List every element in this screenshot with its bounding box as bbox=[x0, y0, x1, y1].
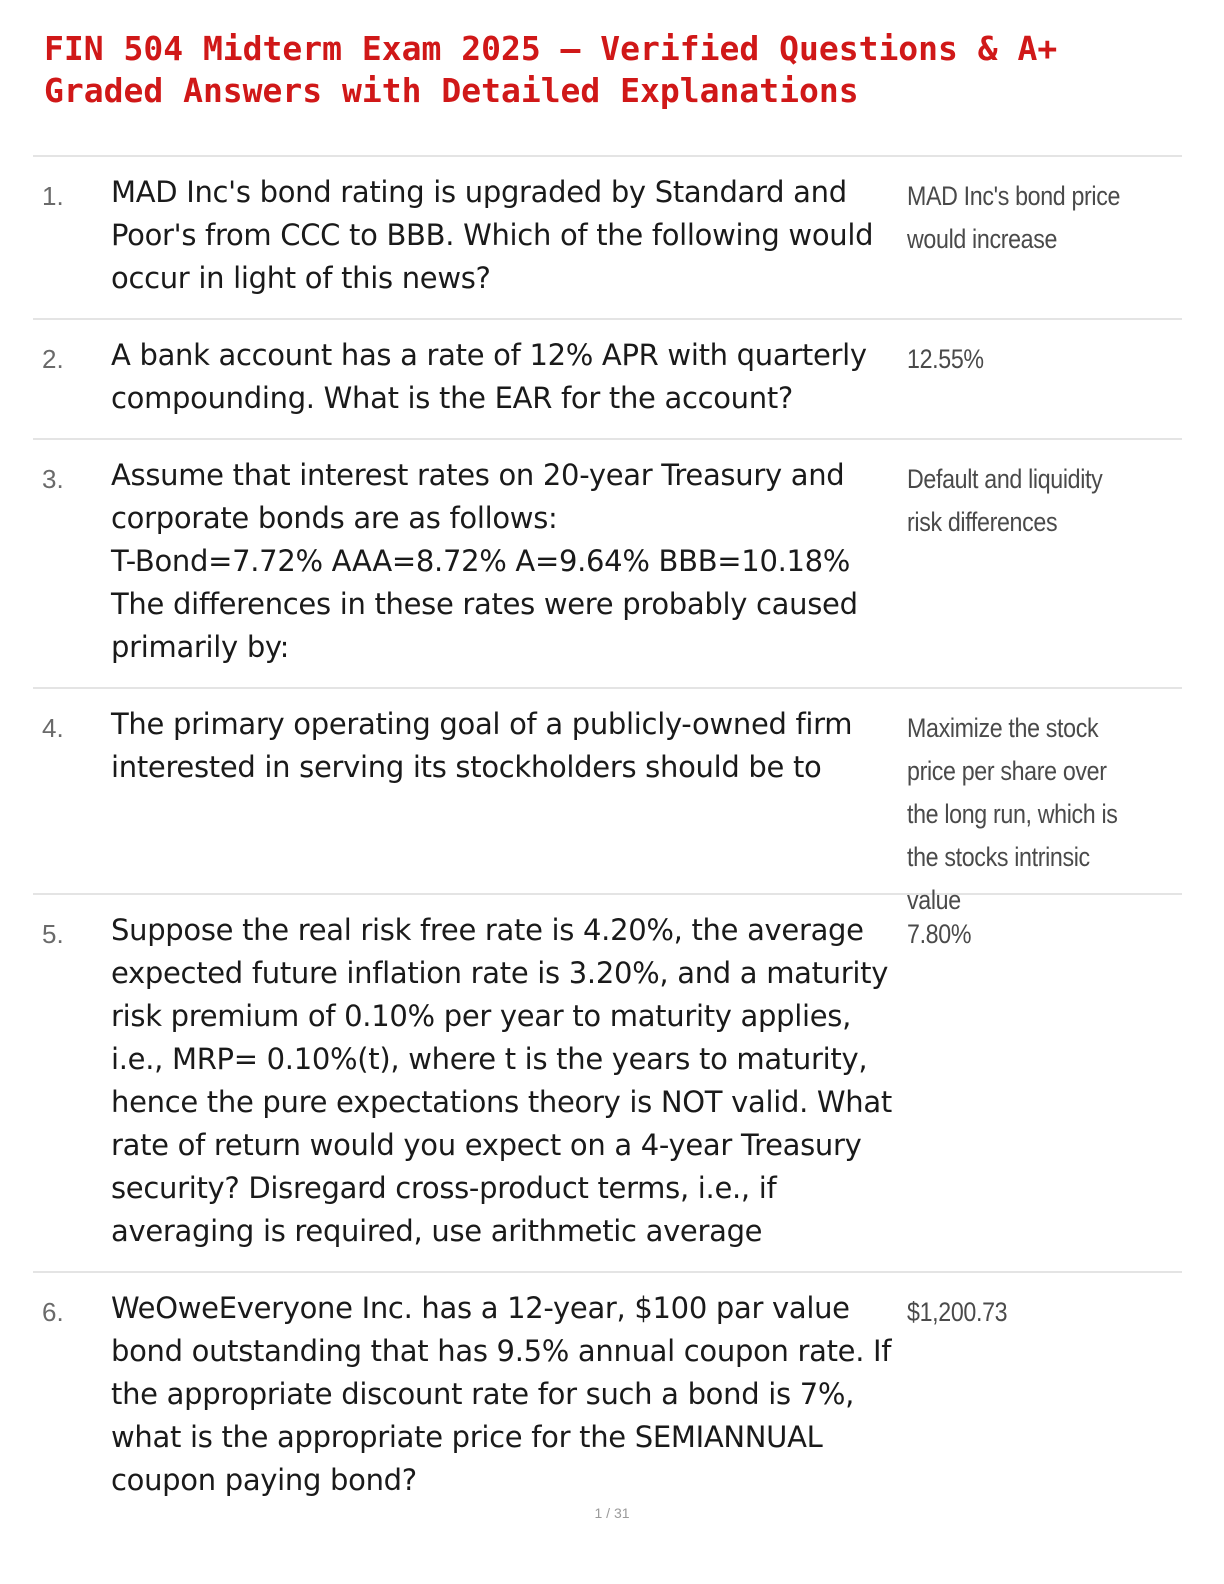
answer-text: 12.55% bbox=[907, 344, 984, 374]
question-number: 6. bbox=[42, 1297, 64, 1327]
question-text: WeOweEveryone Inc. has a 12-year, $100 par value bond outstanding that has 9.5% annual coupon rate. If the appropriate discount rate for such a bond is 7%, what is the appropriate price for the SEMIANNUAL coupon paying bond? bbox=[111, 1291, 892, 1497]
question-number: 2. bbox=[42, 344, 64, 374]
question-text: Assume that interest rates on 20-year Treasury and corporate bonds are as follows: T-Bond=7.72% AAA=8.72% A=9.64% BBB=10.18% The differences in these rates were probably caused primarily by: bbox=[111, 458, 858, 664]
question-row-6 bbox=[33, 1273, 1182, 1520]
question-number: 5. bbox=[42, 919, 64, 949]
answer-text: MAD Inc's bond price would increase bbox=[907, 181, 1121, 254]
question-text: MAD Inc's bond rating is upgraded by Standard and Poor's from CCC to BBB. Which of the following would occur in light of this news? bbox=[111, 175, 874, 295]
document-title: FIN 504 Midterm Exam 2025 – Verified Questions & A+ Graded Answers with Detailed Explanations bbox=[44, 29, 1058, 110]
question-row-5 bbox=[33, 895, 1182, 1273]
question-row-4 bbox=[33, 689, 1182, 915]
question-list bbox=[33, 155, 1182, 1520]
answer-text: $1,200.73 bbox=[907, 1297, 1008, 1327]
answer-text: 7.80% bbox=[907, 919, 972, 949]
question-row-2 bbox=[33, 320, 1182, 440]
answer-text: Default and liquidity risk differences bbox=[907, 464, 1103, 537]
question-number: 4. bbox=[42, 713, 64, 743]
question-text: A bank account has a rate of 12% APR with quarterly compounding. What is the EAR for the account? bbox=[111, 338, 867, 415]
page-number: 1 / 31 bbox=[594, 1505, 630, 1521]
question-number: 3. bbox=[42, 464, 64, 494]
question-row-1 bbox=[33, 157, 1182, 320]
question-row-3 bbox=[33, 440, 1182, 689]
answer-text: Maximize the stock price per share over the long run, which is the stocks intrinsic value bbox=[907, 713, 1118, 915]
question-text: Suppose the real risk free rate is 4.20%, the average expected future inflation rate is 3.20%, and a maturity risk premium of 0.10% per year to maturity applies, i.e., MRP= 0.10%(t), where t is the years to maturity, hence the pure expectations theory is NOT valid. What rate of return would you expect on a 4-year Treasury security? Disregard cross-product terms, i.e., if averaging is required, use arithmetic average bbox=[111, 913, 892, 1248]
question-text: The primary operating goal of a publicly-owned firm interested in serving its stockholders should be to bbox=[111, 707, 853, 784]
question-number: 1. bbox=[42, 181, 64, 211]
